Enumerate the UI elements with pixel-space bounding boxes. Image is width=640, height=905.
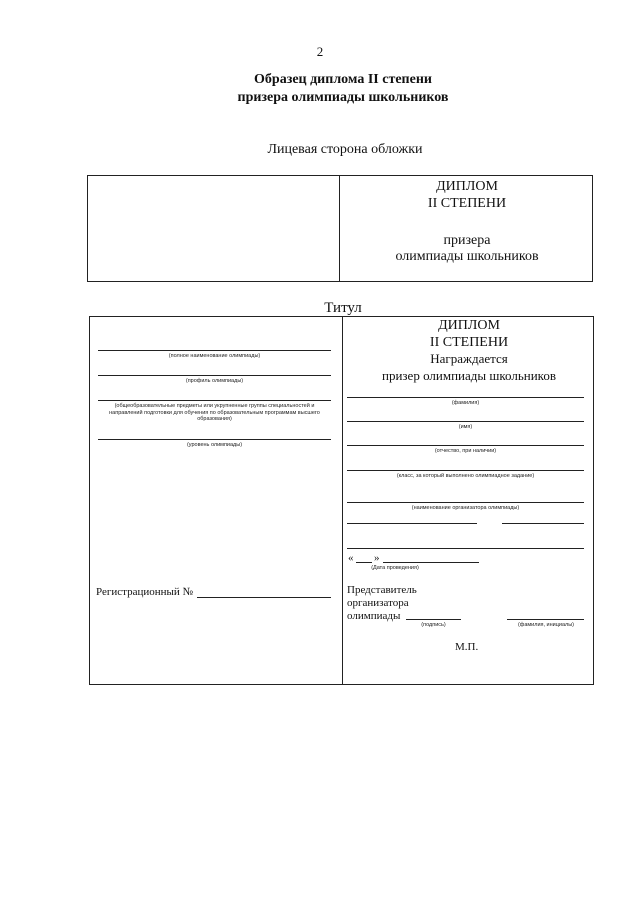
document-title-line-2: призера олимпиады школьников (237, 90, 449, 105)
full-name-caption: (полное наименование олимпиады) (168, 353, 261, 359)
awarded-label: Награждается (430, 351, 508, 366)
representative-line-2: организатора (347, 597, 409, 609)
level-line (98, 439, 331, 440)
cover-olympiad-label: олимпиады школьников (395, 249, 539, 264)
name-caption: (имя) (458, 424, 473, 430)
cover-degree: II СТЕПЕНИ (427, 196, 507, 211)
organizer-caption: (наименование организатора олимпиады) (411, 505, 520, 511)
class-line (347, 470, 584, 471)
date-quote-close: » (374, 552, 380, 564)
cover-winner-label: призера (443, 233, 491, 248)
title-page-sample-frame (89, 316, 594, 685)
signature-caption: (подпись) (421, 622, 446, 628)
subjects-caption: (общеобразовательные предметы или укрупненные группы специальностей и направлений подготовки для обучения по образовательным программам высшего образования) (109, 403, 320, 422)
profile-line (98, 375, 331, 376)
date-day-line (356, 562, 372, 563)
winner-label: призер олимпиады школьников (382, 368, 556, 383)
registration-label: Регистрационный № (96, 586, 194, 598)
diploma-title: ДИПЛОМ (438, 318, 500, 333)
registration-number-line (197, 597, 331, 598)
profile-caption: (профиль олимпиады) (185, 378, 244, 384)
organizer-line (347, 502, 584, 503)
diploma-degree: II СТЕПЕНИ (429, 335, 509, 350)
representative-line-1: Представитель (347, 584, 417, 596)
signature-line (406, 619, 461, 620)
organizer-line-3 (347, 548, 584, 549)
date-caption: (Дата проведения) (371, 565, 419, 571)
date-month-line (383, 562, 479, 563)
subjects-line (98, 400, 331, 401)
surname-line (347, 397, 584, 398)
patronymic-caption: (отчество, при наличии) (434, 448, 497, 454)
patronymic-line (347, 445, 584, 446)
cover-diploma-title: ДИПЛОМ (436, 179, 498, 194)
cover-section-label: Лицевая сторона обложки (267, 142, 423, 157)
organizer-line-2a (347, 523, 477, 524)
full-name-line (98, 350, 331, 351)
level-caption: (уровень олимпиады) (186, 442, 243, 448)
initials-line (507, 619, 584, 620)
date-quote-open: « (348, 552, 354, 564)
document-title-line-1: Образец диплома II степени (254, 72, 432, 87)
representative-line-3: олимпиады (347, 610, 401, 622)
cover-sample-frame (87, 175, 593, 282)
surname-caption: (фамилия) (451, 400, 480, 406)
initials-caption: (фамилия, инициалы) (517, 622, 575, 628)
title-page-section-label: Титул (324, 300, 362, 316)
page-number: 2 (316, 44, 324, 59)
organizer-line-2b (502, 523, 584, 524)
name-line (347, 421, 584, 422)
class-caption: (класс, за который выполнено олимпиадное задание) (396, 473, 535, 479)
stamp-place-label: М.П. (455, 641, 479, 653)
